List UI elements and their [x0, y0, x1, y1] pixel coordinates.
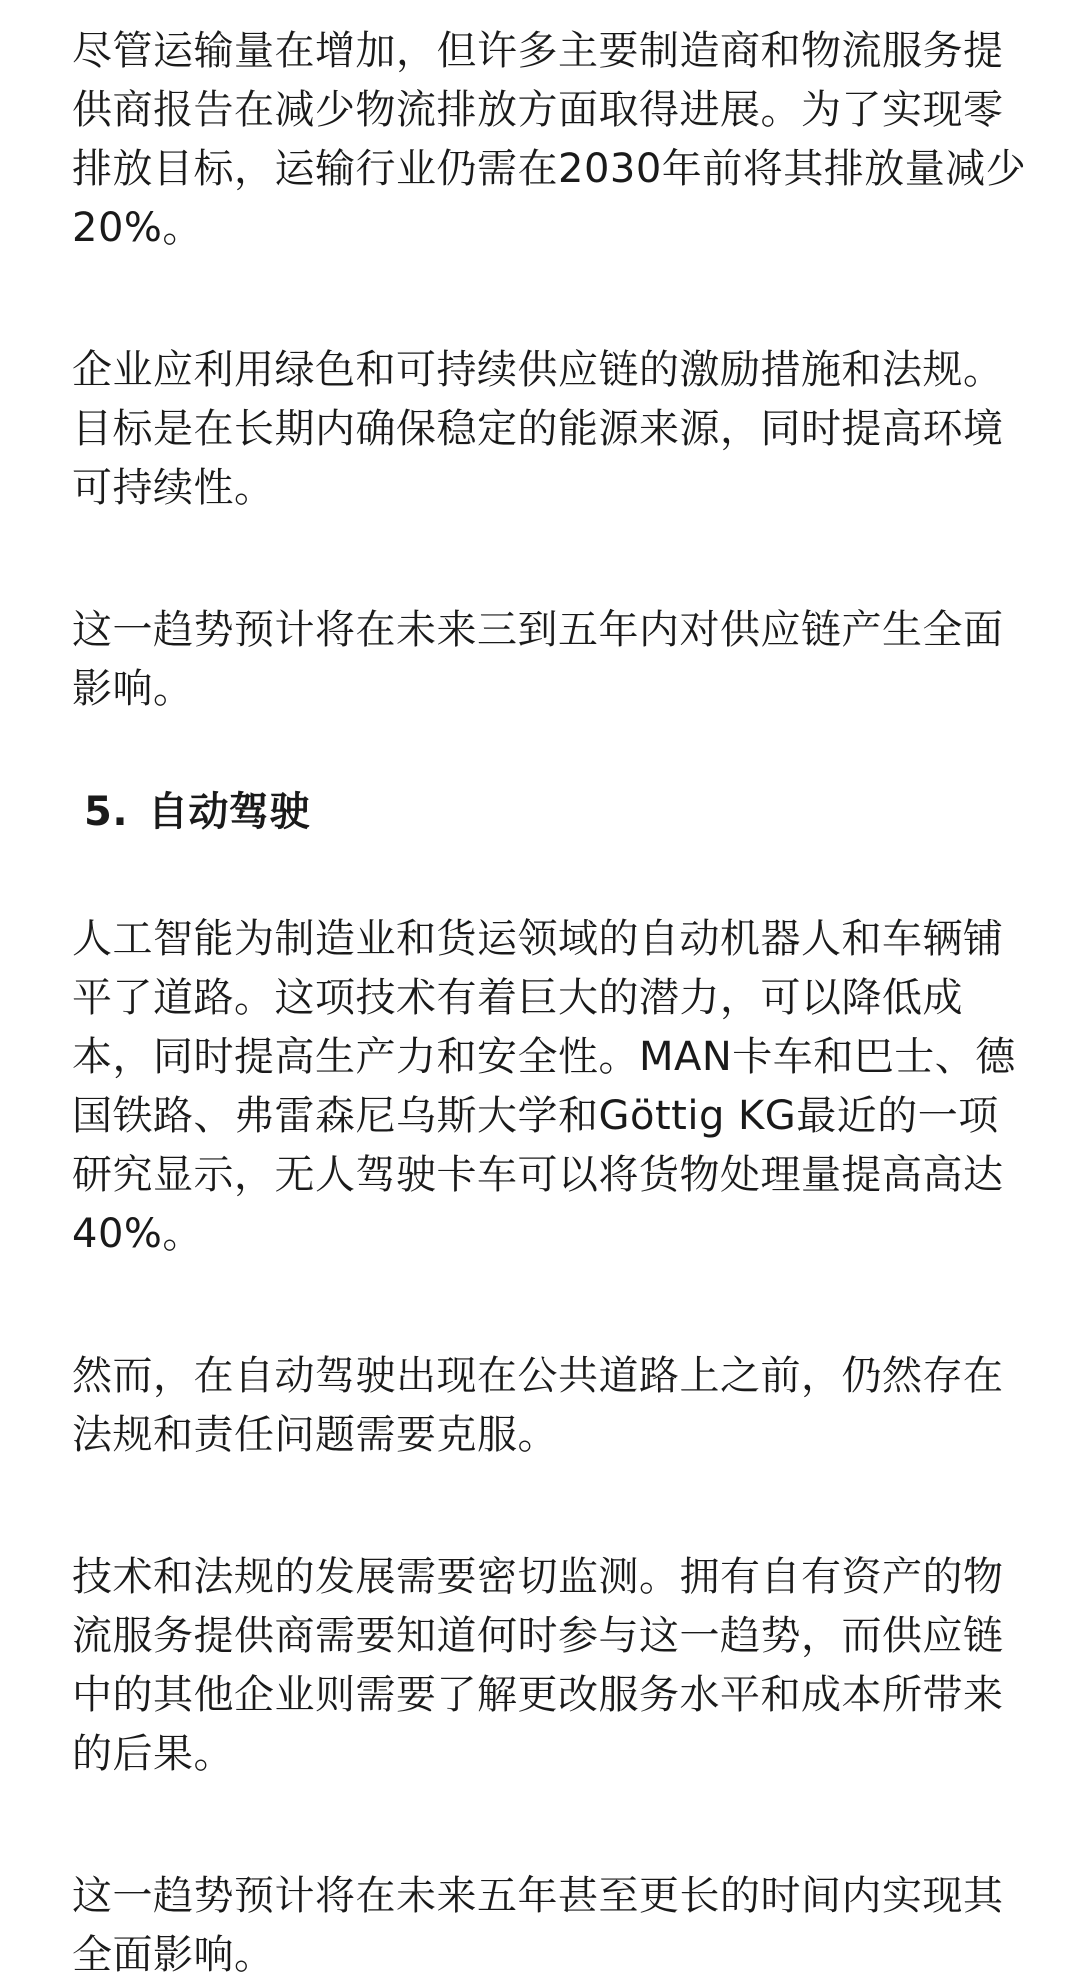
paragraph-emissions: 尽管运输量在增加，但许多主要制造商和物流服务提供商报告在减少物流排放方面取得进展。为了实现零排放目标，运输行业仍需在2030年前将其排放量减少20%。	[72, 28, 1027, 251]
section-title: 自动驾驶	[148, 789, 311, 835]
section-heading	[84, 783, 1032, 842]
paragraph-regulation-issues: 然而，在自动驾驶出现在公共道路上之前，仍然存在法规和责任问题需要克服。	[72, 1353, 1004, 1458]
paragraph-trend-timeline: 这一趋势预计将在未来五年甚至更长的时间内实现其全面影响。	[72, 1873, 1004, 1978]
paragraph-trend-impact: 这一趋势预计将在未来三到五年内对供应链产生全面影响。	[72, 607, 1004, 712]
paragraph-monitoring: 技术和法规的发展需要密切监测。拥有自有资产的物流服务提供商需要知道何时参与这一趋势，而供应链中的其他企业则需要了解更改服务水平和成本所带来的后果。	[72, 1554, 1004, 1777]
section-number: 5.	[84, 789, 129, 835]
paragraph-green-supply-chain: 企业应利用绿色和可持续供应链的激励措施和法规。目标是在长期内确保稳定的能源来源，同时提高环境可持续性。	[72, 347, 1004, 511]
paragraph-ai-autonomous: 人工智能为制造业和货运领域的自动机器人和车辆铺平了道路。这项技术有着巨大的潜力，可以降低成本，同时提高生产力和安全性。MAN卡车和巴士、德国铁路、弗雷森尼乌斯大学和Göttig KG最近的一项研究显示，无人驾驶卡车可以将货物处理量提高高达40%。	[72, 916, 1016, 1257]
article-body	[72, 22, 1032, 1985]
